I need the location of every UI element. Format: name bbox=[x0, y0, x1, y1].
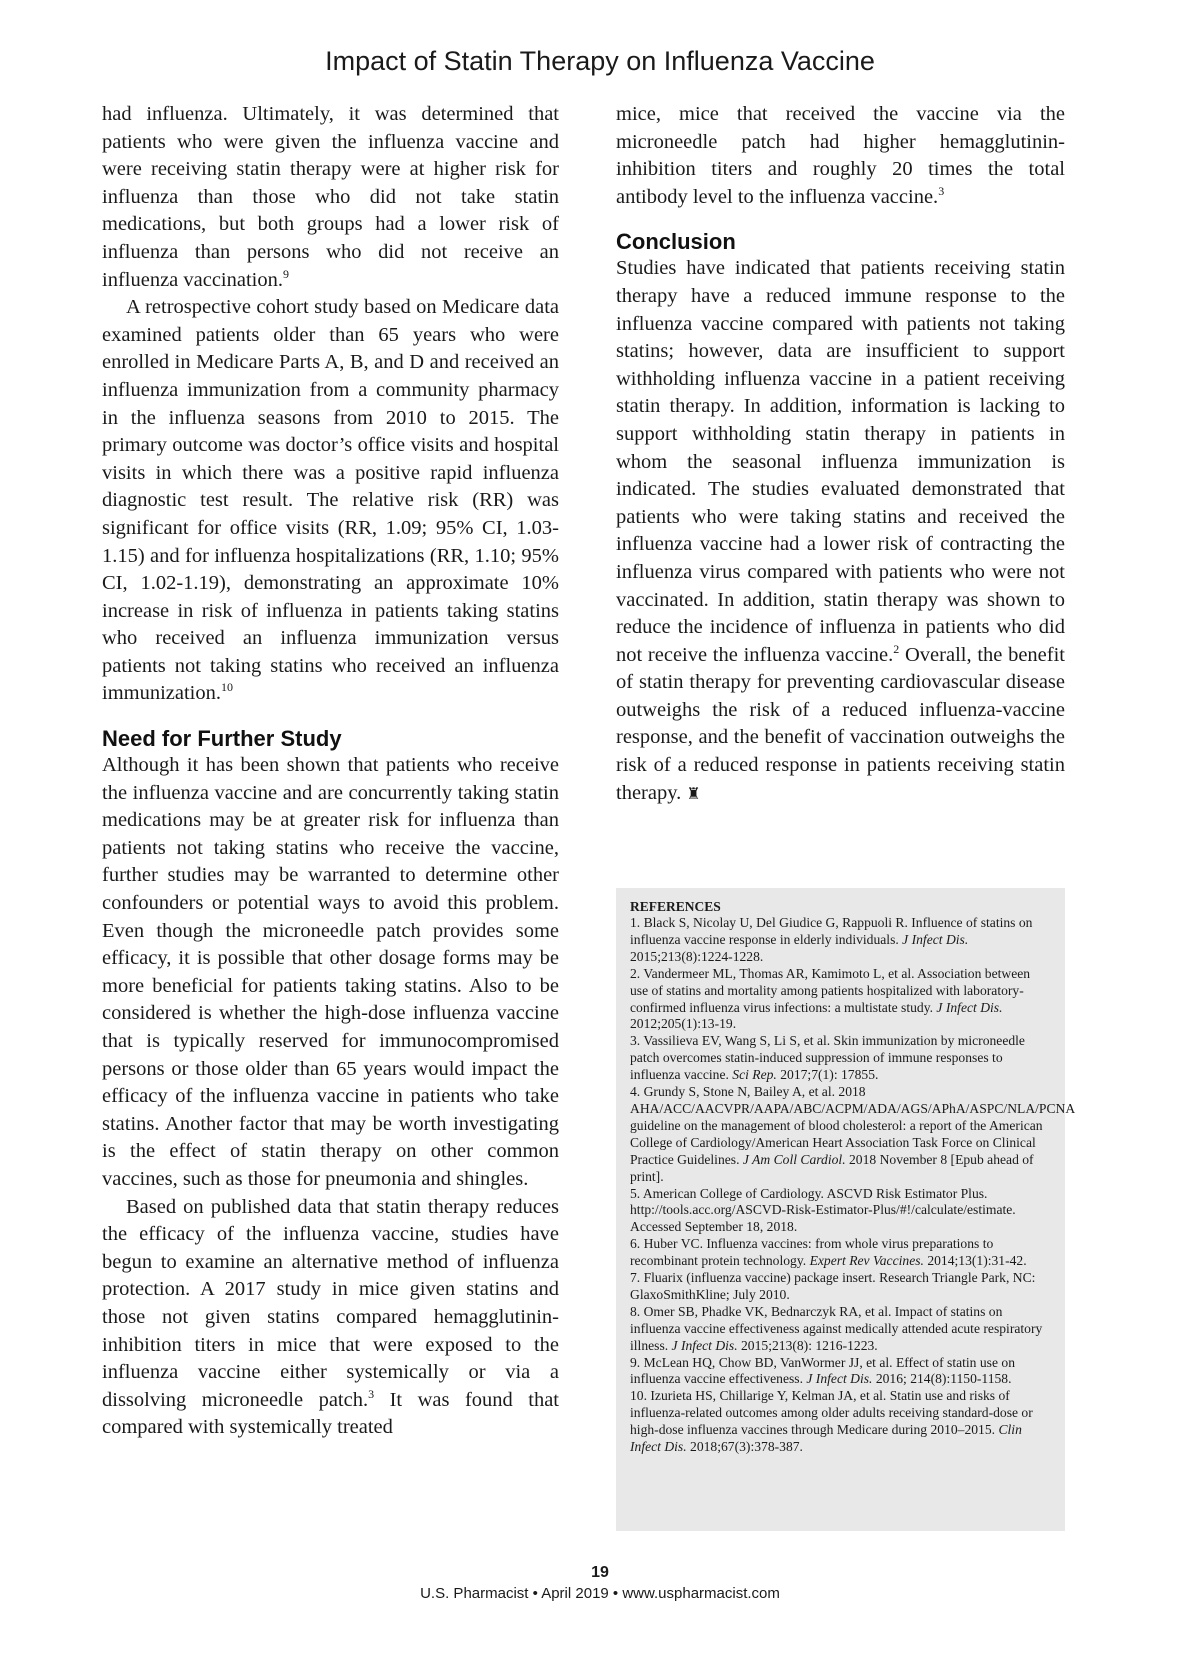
reference-item: 8. Omer SB, Phadke VK, Bednarczyk RA, et al. Impact of statins on influenza vaccine effectiveness against medically attended acute respiratory illness. J Infect Dis. 2015;213(8): 1216-1223. bbox=[630, 1303, 1043, 1353]
right-column bbox=[616, 101, 1065, 808]
citation-ref: 9 bbox=[283, 266, 289, 281]
paragraph: Although it has been shown that patients who receive the influenza vaccine and are concurrently taking statin medications may be at greater risk for influenza than patients not taking statins who receive the vaccine, further studies may be warranted to determine other confounders or potential ways to avoid this problem. Even though the microneedle patch provides some efficacy, it is possible that other dosage forms may be more beneficial for patients taking statins. Also to be considered is whether the high-dose influenza vaccine that is typically reserved for immunocompromised persons or those older than 65 years would impact the efficacy of the influenza vaccine in patients who take statins. Another factor that may be worth investigating is the effect of statin therapy on other common vaccines, such as those for pneumonia and shingles. bbox=[102, 754, 559, 1190]
reference-item: 4. Grundy S, Stone N, Bailey A, et al. 2018 AHA/ACC/AACVPR/AAPA/ABC/ACPM/ADA/AGS/APhA/ASPC/NLA/PCNA guideline on the management of blood cholesterol: a report of the American College of Cardiology/American Heart Association Task Force on Clinical Practice Guidelines. J Am Coll Cardiol. 2018 November 8 [Epub ahead of print]. bbox=[630, 1084, 1075, 1184]
left-column bbox=[102, 101, 559, 1442]
citation-ref: 10 bbox=[221, 680, 233, 695]
citation-ref: 3 bbox=[368, 1386, 375, 1401]
section-heading: Conclusion bbox=[616, 229, 736, 255]
footer-publication-line: U.S. Pharmacist • April 2019 • www.uspharmacist.com bbox=[420, 1585, 780, 1602]
reference-item: 1. Black S, Nicolay U, Del Giudice G, Rappuoli R. Influence of statins on influenza vaccine response in elderly individuals. J Infect Dis. 2015;213(8):1224-1228. bbox=[630, 915, 1033, 964]
reference-item: 10. Izurieta HS, Chillarige Y, Kelman JA, et al. Statin use and risks of influenza-related outcomes among older adults receiving standard-dose or high-dose influenza vaccines through Medicare during 2010–2015. Clin Infect Dis. 2018;67(3):378-387. bbox=[630, 1388, 1033, 1455]
references-title: REFERENCES bbox=[630, 899, 721, 914]
running-header: Impact of Statin Therapy on Influenza Vaccine bbox=[325, 46, 875, 76]
section-heading: Need for Further Study bbox=[102, 726, 342, 752]
paragraph: mice, mice that received the vaccine via the microneedle patch had higher hemagglutinin-inhibition titers and roughly 20 times the total antibody level to the influenza vaccine.$^3$ bbox=[616, 103, 1065, 208]
reference-item: 7. Fluarix (influenza vaccine) package insert. Research Triangle Park, NC: GlaxoSmithKline; July 2010. bbox=[630, 1270, 1036, 1302]
references-box bbox=[616, 888, 1075, 1531]
reference-item: 3. Vassilieva EV, Wang S, Li S, et al. Skin immunization by microneedle patch overcomes statin-induced suppression of immune responses to influenza vaccine. Sci Rep. 2017;7(1): 17855. bbox=[630, 1033, 1025, 1083]
end-mark-icon: ♜ bbox=[686, 785, 701, 803]
reference-item: 2. Vandermeer ML, Thomas AR, Kamimoto L, et al. Association between use of statins and mortality among patients hospitalized with laboratory-confirmed influenza virus infections: a multistate study. J Infect Dis. 2012;205(1):13-19. bbox=[630, 965, 1031, 1032]
reference-item: 5. American College of Cardiology. ASCVD Risk Estimator Plus. http://tools.acc.org/ASCVD-Risk-Estimator-Plus/#!/calculate/estimate. Accessed September 18, 2018. bbox=[630, 1185, 1016, 1235]
paragraph: had influenza. Ultimately, it was determined that patients who were given the influenza vaccine and were receiving statin therapy were at higher risk for influenza than those who did not take statin medications, but both groups had a lower risk of influenza than persons who did not receive an influenza vaccination.$^9$ bbox=[102, 103, 559, 291]
paragraph: Based on published data that statin therapy reduces the efficacy of the influenza vaccine, studies have begun to examine an alternative method of influenza protection. A 2017 study in mice given statins and those not given statins compared hemagglutinin-inhibition titers in mice that were exposed to the influenza vaccine either systemically or via a dissolving microneedle patch.$^3$ It was found that compared with systemically treated bbox=[102, 1195, 559, 1439]
citation-ref: 3 bbox=[938, 183, 945, 198]
citation-ref: 2 bbox=[893, 641, 900, 656]
paragraph: Studies have indicated that patients receiving statin therapy have a reduced immune response to the influenza vaccine compared with patients not taking statins; however, data are insufficient to support withholding influenza vaccine in a patient receiving statin therapy. In addition, information is lacking to support withholding statin therapy in patients in whom the seasonal influenza immunization is indicated. The studies evaluated demonstrated that patients who were taking statins and received the influenza vaccine had a lower risk of contracting the influenza virus compared with patients who were not vaccinated. In addition, statin therapy was shown to reduce the incidence of influenza in patients who did not receive the influenza vaccine.$^2$ Overall, the benefit of statin therapy for preventing cardiovascular disease outweighs the risk of a reduced influenza-vaccine response, and the benefit of vaccination outweighs the risk of a reduced response in patients receiving statin therapy. ♜ bbox=[616, 257, 1065, 804]
reference-item: 9. McLean HQ, Chow BD, VanWormer JJ, et al. Effect of statin use on influenza vaccine effectiveness. J Infect Dis. 2016; 214(8):1150-1158. bbox=[630, 1354, 1015, 1387]
paragraph: A retrospective cohort study based on Medicare data examined patients older than 65 years who were enrolled in Medicare Parts A, B, and D and received an influenza immunization from a community pharmacy in the influenza seasons from 2010 to 2015. The primary outcome was doctor’s office visits and hospital visits in which there was a positive rapid influenza diagnostic test result. The relative risk (RR) was significant for office visits (RR, 1.09; 95% CI, 1.03-1.15) and for influenza hospitalizations (RR, 1.10; 95% CI, 1.02-1.19), demonstrating an approximate 10% increase in risk of influenza in patients taking statins who received an influenza immunization versus patients not taking statins who received an influenza immunization.$^{10}$ bbox=[102, 296, 559, 705]
page-number: 19 bbox=[591, 1564, 609, 1581]
reference-item: 6. Huber VC. Influenza vaccines: from whole virus preparations to recombinant protein technology. Expert Rev Vaccines. 2014;13(1):31-42. bbox=[630, 1236, 1027, 1269]
